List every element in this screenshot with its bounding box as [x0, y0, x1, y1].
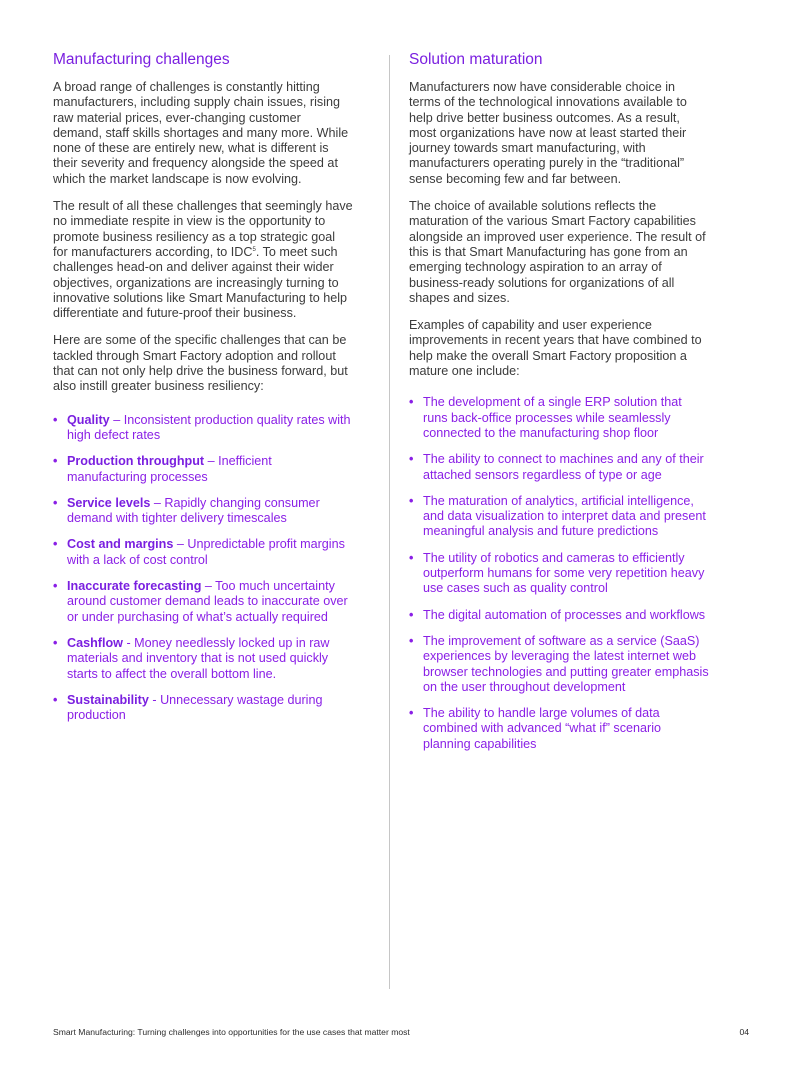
challenge-description: – Inefficient manufacturing processes: [67, 454, 272, 484]
challenge-term: Sustainability: [67, 692, 149, 707]
challenge-description: – Rapidly changing consumer demand with tighter delivery timescales: [67, 495, 320, 526]
bullet-icon: •: [53, 635, 58, 650]
list-item: [409, 551, 709, 597]
left-paragraph-2-end: . To meet such challenges head-on and deliver against their wider objectives, organizations are increasingly turning to innovative solutions like Smart Manufacturing to help differentiate and future-proof their business.: [53, 244, 348, 321]
bullet-icon: •: [409, 550, 414, 565]
bullet-icon: •: [53, 537, 58, 552]
improvement-text: The digital automation of processes and workflows: [423, 607, 706, 622]
right-paragraph-1: Manufacturers now have considerable choice in terms of the technological innovations available to help drive better business outcomes. As a result, most organizations have now at least started their journey towards smart manufacturing, with manufacturers operating purely in the “traditional” sense becoming few and far between.: [409, 80, 687, 186]
bullet-icon: •: [53, 495, 58, 510]
manufacturing-challenges-heading: Manufacturing challenges: [53, 51, 230, 68]
footer-title: Smart Manufacturing: Turning challenges into opportunities for the use cases that matter most: [53, 1027, 410, 1037]
bullet-icon: •: [409, 493, 414, 508]
challenge-description: – Unpredictable profit margins with a lack of cost control: [67, 537, 345, 567]
list-item: [409, 494, 709, 540]
page-footer: [53, 1026, 749, 1038]
bullet-icon: •: [53, 692, 58, 707]
list-item: [409, 608, 709, 623]
challenge-description: - Money needlessly locked up in raw materials and inventory that is not used quickly starts to affect the overall bottom line.: [67, 635, 330, 681]
improvement-text: The ability to connect to machines and any of their attached sensors regardless of type or age: [423, 452, 704, 482]
left-paragraph-2: [53, 199, 353, 321]
list-item: [53, 537, 353, 568]
bullet-icon: •: [53, 579, 58, 594]
left-paragraph-1: A broad range of challenges is constantly hitting manufacturers, including supply chain issues, rising raw material prices, ever-changing customer demand, staff skills shortages and many more. While none of these are entirely new, what is different is their severity and frequency alongside the speed at which the market landscape is now evolving.: [53, 80, 349, 186]
right-column: [409, 50, 709, 763]
bullet-icon: •: [409, 452, 414, 467]
left-paragraph-2-start: The result of all these challenges that seemingly have no immediate respite in view is the opportunity to promote business resiliency as a top strategic goal for manufacturers according, to IDC: [53, 199, 353, 259]
challenge-description: – Inconsistent production quality rates with high defect rates: [67, 412, 351, 442]
challenges-list: [53, 413, 353, 724]
page-number: 04: [739, 1027, 749, 1037]
improvement-text: The development of a single ERP solution that runs back-office processes while seamlessly connected to the manufacturing shop floor: [423, 395, 682, 440]
challenge-term: Service levels: [67, 495, 151, 510]
improvement-text: The improvement of software as a service (SaaS) experiences by leveraging the latest internet web browser technologies and putting greater emphasis on the user throughout development: [423, 633, 709, 694]
bullet-icon: •: [53, 454, 58, 469]
list-item: [53, 693, 353, 724]
challenge-term: Quality: [67, 412, 110, 427]
bullet-icon: •: [409, 706, 414, 721]
solution-maturation-heading: Solution maturation: [409, 51, 543, 68]
bullet-icon: •: [409, 395, 414, 410]
list-item: [409, 452, 709, 483]
bullet-icon: •: [409, 633, 414, 648]
left-column: [53, 50, 353, 734]
challenge-term: Inaccurate forecasting: [67, 579, 202, 594]
bullet-icon: •: [409, 607, 414, 622]
list-item: [53, 454, 353, 485]
bullet-icon: •: [53, 412, 58, 427]
list-item: [409, 634, 709, 695]
challenge-description: - Unnecessary wastage during production: [67, 692, 323, 723]
challenge-term: Cashflow: [67, 635, 123, 650]
list-item: [409, 706, 709, 752]
list-item: [53, 413, 353, 444]
improvement-text: The utility of robotics and cameras to efficiently outperform humans for some very repetition heavy use cases such as quality control: [423, 550, 705, 596]
right-paragraph-2: The choice of available solutions reflects the maturation of the various Smart Factory capabilities alongside an improved user experience. The result of this is that Smart Manufacturing has gone from an emerging technology aspiration to an array of business-ready solutions for organizations of all shapes and sizes.: [409, 199, 706, 305]
improvement-text: The maturation of analytics, artificial intelligence, and data visualization to interpret data and present meaningful analysis and future predictions: [423, 493, 706, 539]
list-item: [409, 395, 709, 441]
footnote-reference: 5: [252, 246, 256, 253]
improvement-text: The ability to handle large volumes of data combined with advanced “what if” scenario planning capabilities: [423, 706, 662, 751]
challenge-term: Production throughput: [67, 454, 205, 469]
list-item: [53, 636, 353, 682]
challenge-term: Cost and margins: [67, 537, 174, 552]
list-item: [53, 579, 353, 625]
challenge-description: – Too much uncertainty around customer demand leads to inaccurate over or under purchasing of what’s actually required: [67, 579, 348, 624]
column-divider: [389, 55, 390, 989]
left-paragraph-3: Here are some of the specific challenges that can be tackled through Smart Factory adoption and rollout that can not only help drive the business forward, but also instill greater business resiliency:: [53, 333, 348, 394]
improvements-list: [409, 395, 709, 752]
list-item: [53, 496, 353, 527]
right-paragraph-3: Examples of capability and user experience improvements in recent years that have combined to help make the overall Smart Factory proposition a mature one include:: [409, 318, 702, 379]
